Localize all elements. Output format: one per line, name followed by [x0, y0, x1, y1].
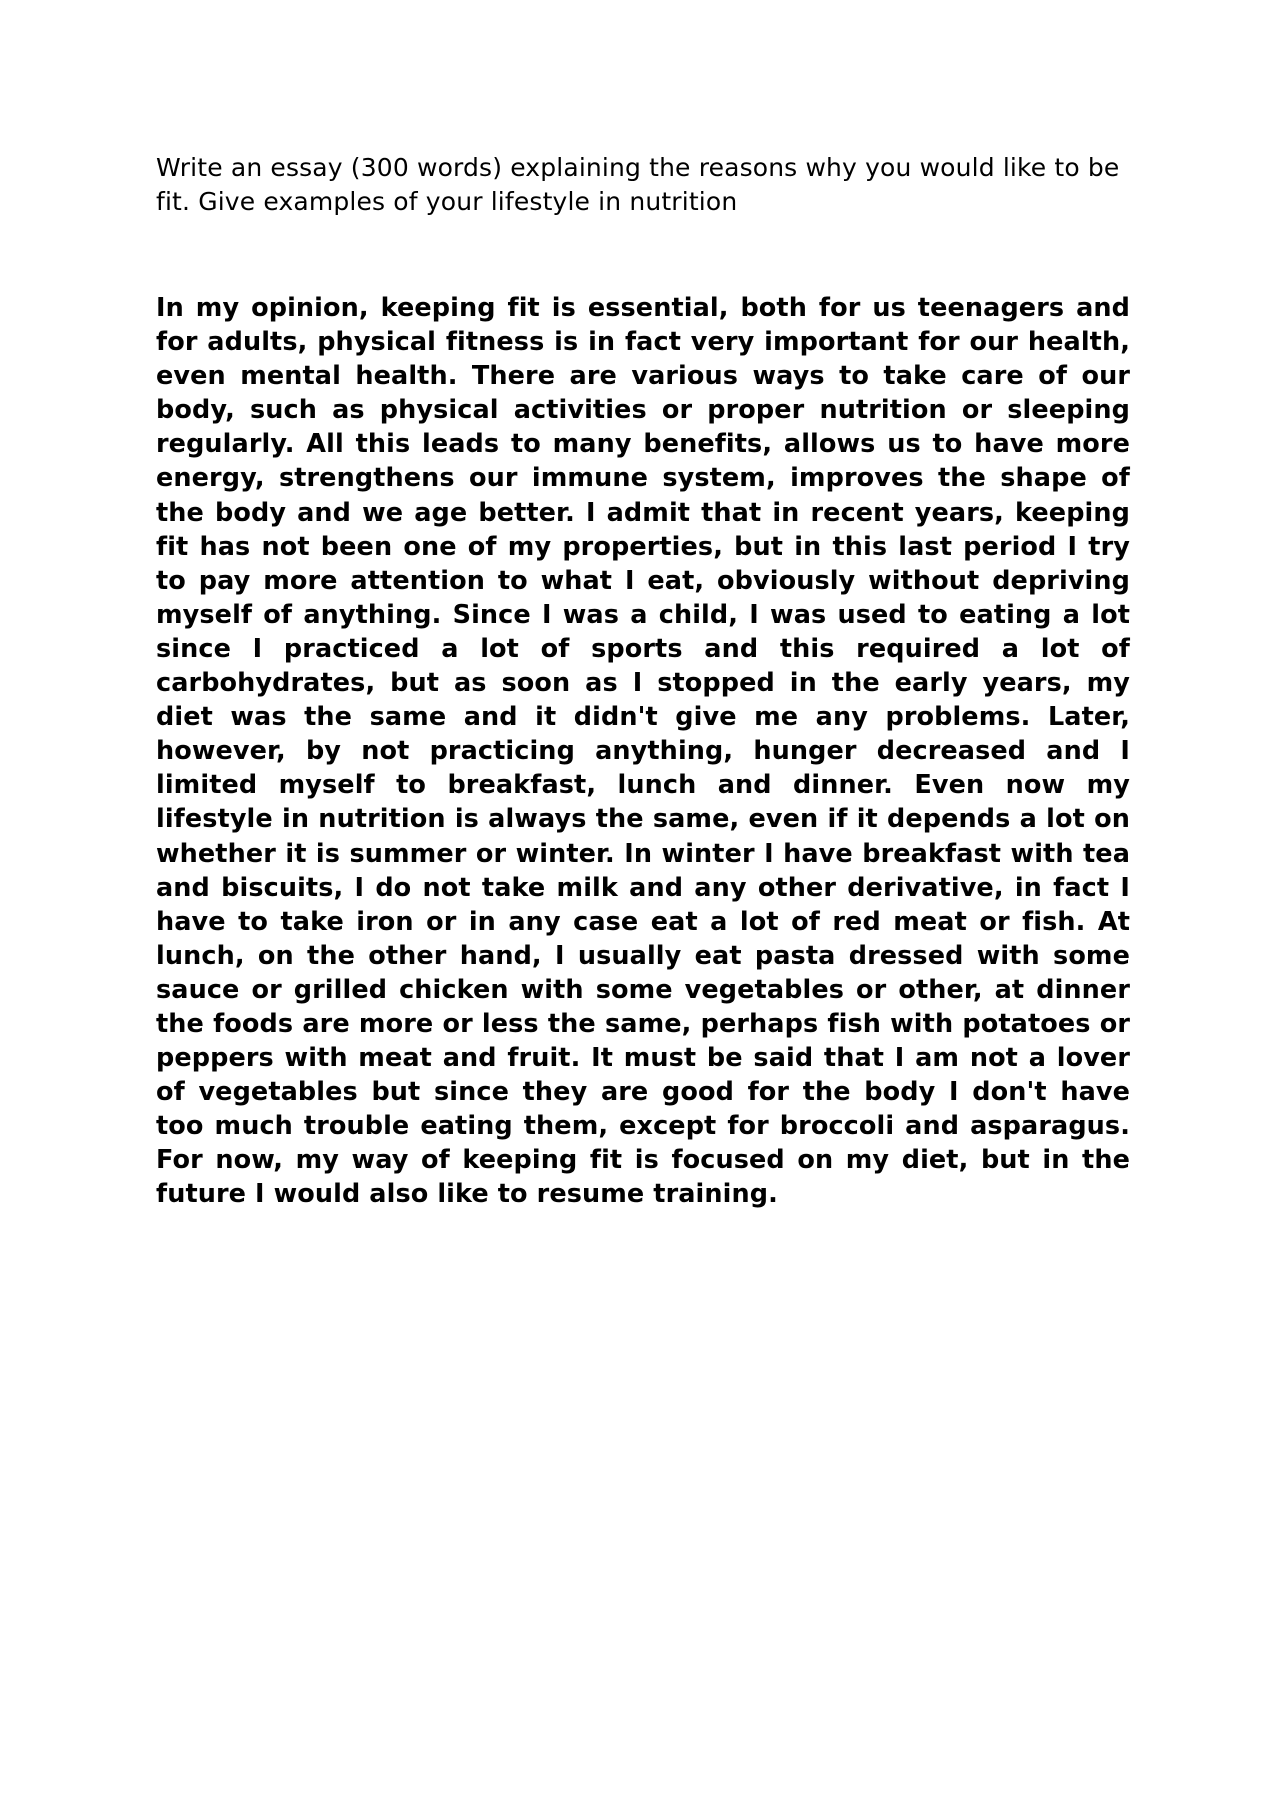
essay-body: In my opinion, keeping fit is essential, both for us teenagers and for adults, physical fitness is in fact very important for our health, even mental health. There are various ways to take care of our body, such as physical activities or proper nutrition or sleeping regularly. All this leads to many benefits, allows us to have more energy, strengthens our immune system, improves the shape of the body and we age better. I admit that in recent years, keeping fit has not been one of my properties, but in this last period I try to pay more attention to what I eat, obviously without depriving myself of anything. Since I was a child, I was used to eating a lot since I practiced a lot of sports and this required a lot of carbohydrates, but as soon as I stopped in the early years, my diet was the same and it didn't give me any problems. Later, however, by not practicing anything, hunger decreased and I limited myself to breakfast, lunch and dinner. Even now my lifestyle in nutrition is always the same, even if it depends a lot on whether it is summer or winter. In winter I have breakfast with tea and biscuits, I do not take milk and any other derivative, in fact I have to take iron or in any case eat a lot of red meat or fish. At lunch, on the other hand, I usually eat pasta dressed with some sauce or grilled chicken with some vegetables or other, at dinner the foods are more or less the same, perhaps fish with potatoes or peppers with meat and fruit. It must be said that I am not a lover of vegetables but since they are good for the body I don't have too much trouble eating them, except for broccoli and asparagus. For now, my way of keeping fit is focused on my diet, but in the future I would also like to resume training.: [156, 293, 1130, 1210]
essay-prompt: Write an essay (300 words) explaining the reasons why you would like to be fit. Give examples of your lifestyle in nutrition: [156, 153, 1120, 216]
